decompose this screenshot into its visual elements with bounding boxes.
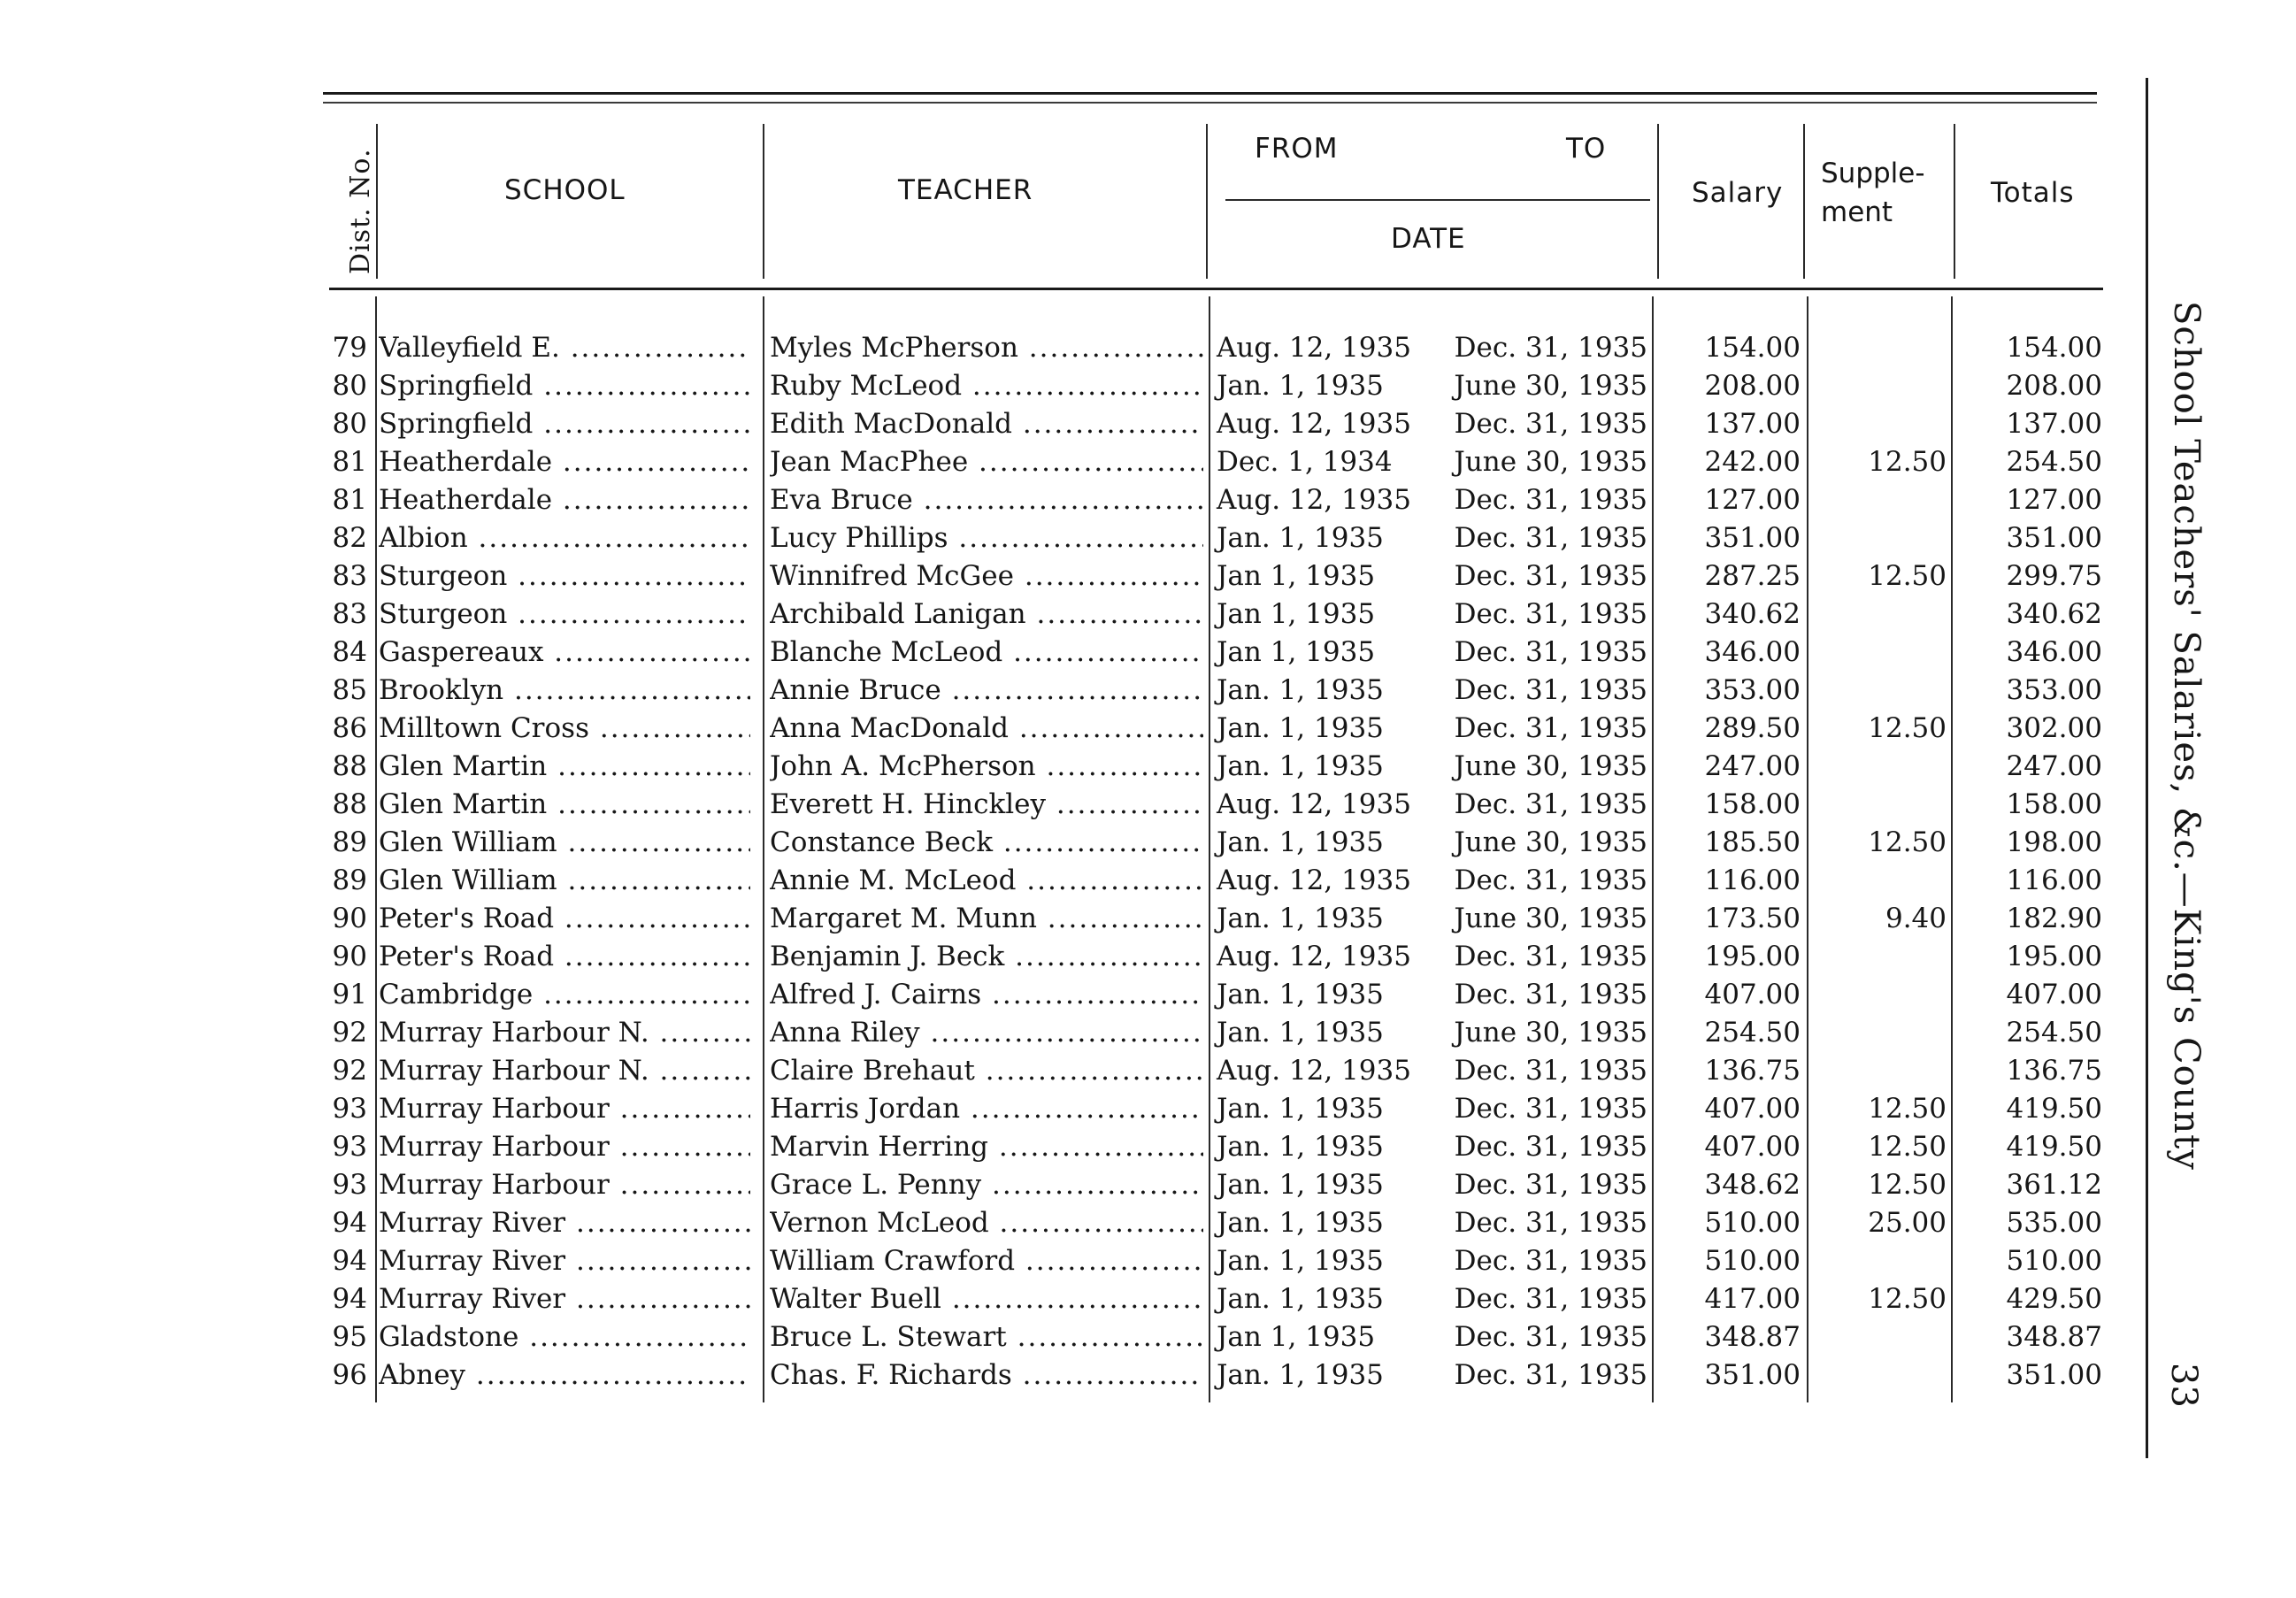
salary-cell: 353.00 <box>1704 674 1801 706</box>
total-cell: 361.12 <box>2006 1169 2102 1201</box>
salary-cell: 208.00 <box>1704 370 1801 402</box>
table-row <box>0 481 2296 519</box>
school-cell: Springfield ..... <box>379 367 750 405</box>
total-cell: 351.00 <box>2006 1359 2102 1391</box>
school-cell: Heatherdale ..... <box>379 443 750 481</box>
school-cell: Murray River ..... <box>379 1280 750 1318</box>
to-date-cell: Dec. 31, 1935 <box>1454 1359 1647 1391</box>
teacher-cell: Alfred J. Cairns ..... <box>770 976 1203 1014</box>
dist-no-cell: 93 <box>332 1093 367 1125</box>
margin-rule <box>2146 78 2148 1458</box>
from-date-cell: Jan. 1, 1935 <box>1217 712 1384 744</box>
salary-cell: 340.62 <box>1704 598 1801 630</box>
teacher-cell: Annie Bruce ..... <box>770 672 1203 710</box>
from-date-cell: Jan. 1, 1935 <box>1217 903 1384 934</box>
teacher-cell: Anna Riley ..... <box>770 1014 1203 1052</box>
from-date-cell: Jan. 1, 1935 <box>1217 826 1384 858</box>
teacher-cell: Grace L. Penny ..... <box>770 1166 1203 1204</box>
from-date-cell: Aug. 12, 1935 <box>1217 941 1411 972</box>
from-date-cell: Jan 1, 1935 <box>1217 636 1376 668</box>
running-title: School Teachers' Salaries, &c.—King's County <box>2166 301 2207 1171</box>
total-cell: 299.75 <box>2006 560 2102 592</box>
table-row <box>0 938 2296 976</box>
school-cell: Cambridge ..... <box>379 976 750 1014</box>
header-separator <box>1803 124 1805 279</box>
supplement-cell: 12.50 <box>1868 446 1947 478</box>
teacher-cell: Edith MacDonald ..... <box>770 405 1203 443</box>
table-row <box>0 1090 2296 1128</box>
header-from: FROM <box>1255 133 1339 165</box>
teacher-cell: Jean MacPhee ..... <box>770 443 1203 481</box>
dist-no-cell: 90 <box>332 941 367 972</box>
to-date-cell: June 30, 1935 <box>1454 1017 1647 1049</box>
to-date-cell: Dec. 31, 1935 <box>1454 1207 1647 1239</box>
to-date-cell: Dec. 31, 1935 <box>1454 674 1647 706</box>
to-date-cell: Dec. 31, 1935 <box>1454 408 1647 440</box>
teacher-cell: Everett H. Hinckley ..... <box>770 786 1203 824</box>
header-separator <box>1206 124 1208 279</box>
header-bottom-rule <box>329 288 2103 290</box>
total-cell: 351.00 <box>2006 522 2102 554</box>
salary-cell: 351.00 <box>1704 1359 1801 1391</box>
school-cell: Murray Harbour N. ..... <box>379 1052 750 1090</box>
teacher-cell: Anna MacDonald ..... <box>770 710 1203 748</box>
supplement-cell: 9.40 <box>1885 903 1947 934</box>
teacher-cell: Winnifred McGee ..... <box>770 557 1203 595</box>
salary-cell: 407.00 <box>1704 1093 1801 1125</box>
to-date-cell: Dec. 31, 1935 <box>1454 484 1647 516</box>
salary-cell: 136.75 <box>1704 1055 1801 1087</box>
to-date-cell: June 30, 1935 <box>1454 370 1647 402</box>
total-cell: 195.00 <box>2006 941 2102 972</box>
header-school: SCHOOL <box>504 174 626 206</box>
to-date-cell: Dec. 31, 1935 <box>1454 979 1647 1010</box>
from-date-cell: Dec. 1, 1934 <box>1217 446 1393 478</box>
total-cell: 208.00 <box>2006 370 2102 402</box>
salary-cell: 154.00 <box>1704 332 1801 364</box>
salary-cell: 289.50 <box>1704 712 1801 744</box>
to-date-cell: Dec. 31, 1935 <box>1454 1055 1647 1087</box>
school-cell: Abney ..... <box>379 1356 750 1394</box>
header-to: TO <box>1566 133 1607 165</box>
salary-cell: 510.00 <box>1704 1207 1801 1239</box>
school-cell: Glen William ..... <box>379 862 750 900</box>
to-date-cell: Dec. 31, 1935 <box>1454 1321 1647 1353</box>
supplement-cell: 12.50 <box>1868 826 1947 858</box>
dist-no-cell: 88 <box>332 788 367 820</box>
from-date-cell: Aug. 12, 1935 <box>1217 1055 1411 1087</box>
from-date-cell: Jan. 1, 1935 <box>1217 1017 1384 1049</box>
school-cell: Sturgeon ..... <box>379 595 750 634</box>
teacher-cell: Ruby McLeod ..... <box>770 367 1203 405</box>
to-date-cell: Dec. 31, 1935 <box>1454 1283 1647 1315</box>
teacher-cell: Constance Beck ..... <box>770 824 1203 862</box>
total-cell: 510.00 <box>2006 1245 2102 1277</box>
date-header-rule <box>1225 199 1650 201</box>
total-cell: 182.90 <box>2006 903 2102 934</box>
table-row <box>0 634 2296 672</box>
dist-no-cell: 93 <box>332 1131 367 1163</box>
total-cell: 353.00 <box>2006 674 2102 706</box>
from-date-cell: Jan. 1, 1935 <box>1217 979 1384 1010</box>
salary-cell: 417.00 <box>1704 1283 1801 1315</box>
from-date-cell: Jan. 1, 1935 <box>1217 750 1384 782</box>
salary-cell: 242.00 <box>1704 446 1801 478</box>
table-row <box>0 710 2296 748</box>
dist-no-cell: 92 <box>332 1017 367 1049</box>
teacher-cell: Blanche McLeod ..... <box>770 634 1203 672</box>
teacher-cell: Harris Jordan ..... <box>770 1090 1203 1128</box>
dist-no-cell: 90 <box>332 903 367 934</box>
salary-cell: 158.00 <box>1704 788 1801 820</box>
page-number: 33 <box>2163 1363 2204 1408</box>
school-cell: Murray Harbour N. ..... <box>379 1014 750 1052</box>
from-date-cell: Jan. 1, 1935 <box>1217 674 1384 706</box>
from-date-cell: Aug. 12, 1935 <box>1217 332 1411 364</box>
total-cell: 340.62 <box>2006 598 2102 630</box>
to-date-cell: Dec. 31, 1935 <box>1454 636 1647 668</box>
top-rule-secondary <box>323 102 2097 104</box>
from-date-cell: Jan. 1, 1935 <box>1217 370 1384 402</box>
salary-cell: 185.50 <box>1704 826 1801 858</box>
from-date-cell: Jan 1, 1935 <box>1217 1321 1376 1353</box>
dist-no-cell: 79 <box>332 332 367 364</box>
header-separator <box>376 124 378 279</box>
table-row <box>0 557 2296 595</box>
salary-cell: 173.50 <box>1704 903 1801 934</box>
dist-no-cell: 94 <box>332 1245 367 1277</box>
school-cell: Gaspereaux ..... <box>379 634 750 672</box>
from-date-cell: Jan. 1, 1935 <box>1217 1359 1384 1391</box>
dist-no-cell: 91 <box>332 979 367 1010</box>
salary-cell: 510.00 <box>1704 1245 1801 1277</box>
table-row <box>0 1204 2296 1242</box>
header-salary: Salary <box>1692 177 1784 209</box>
from-date-cell: Jan. 1, 1935 <box>1217 1131 1384 1163</box>
total-cell: 419.50 <box>2006 1093 2102 1125</box>
supplement-cell: 12.50 <box>1868 1093 1947 1125</box>
supplement-cell: 12.50 <box>1868 560 1947 592</box>
to-date-cell: Dec. 31, 1935 <box>1454 1131 1647 1163</box>
total-cell: 535.00 <box>2006 1207 2102 1239</box>
salary-cell: 247.00 <box>1704 750 1801 782</box>
salary-cell: 351.00 <box>1704 522 1801 554</box>
to-date-cell: Dec. 31, 1935 <box>1454 864 1647 896</box>
total-cell: 346.00 <box>2006 636 2102 668</box>
from-date-cell: Jan. 1, 1935 <box>1217 522 1384 554</box>
header-separator <box>763 124 764 279</box>
dist-no-cell: 94 <box>332 1283 367 1315</box>
table-row <box>0 1356 2296 1394</box>
table-row <box>0 862 2296 900</box>
dist-no-cell: 94 <box>332 1207 367 1239</box>
school-cell: Murray Harbour ..... <box>379 1166 750 1204</box>
table-row <box>0 595 2296 634</box>
school-cell: Murray River ..... <box>379 1242 750 1280</box>
total-cell: 136.75 <box>2006 1055 2102 1087</box>
table-row <box>0 824 2296 862</box>
table-row <box>0 672 2296 710</box>
from-date-cell: Jan 1, 1935 <box>1217 560 1376 592</box>
school-cell: Heatherdale ..... <box>379 481 750 519</box>
from-date-cell: Aug. 12, 1935 <box>1217 484 1411 516</box>
teacher-cell: Claire Brehaut ..... <box>770 1052 1203 1090</box>
school-cell: Murray River ..... <box>379 1204 750 1242</box>
total-cell: 198.00 <box>2006 826 2102 858</box>
dist-no-cell: 86 <box>332 712 367 744</box>
total-cell: 247.00 <box>2006 750 2102 782</box>
supplement-cell: 25.00 <box>1868 1207 1947 1239</box>
table-row <box>0 1052 2296 1090</box>
school-cell: Peter's Road ..... <box>379 900 750 938</box>
header-totals: Totals <box>1991 177 2075 209</box>
teacher-cell: Bruce L. Stewart ..... <box>770 1318 1203 1356</box>
to-date-cell: Dec. 31, 1935 <box>1454 560 1647 592</box>
salary-cell: 287.25 <box>1704 560 1801 592</box>
top-rule <box>323 92 2097 95</box>
salary-cell: 127.00 <box>1704 484 1801 516</box>
salary-cell: 348.87 <box>1704 1321 1801 1353</box>
teacher-cell: Myles McPherson ..... <box>770 329 1203 367</box>
dist-no-cell: 95 <box>332 1321 367 1353</box>
school-cell: Glen Martin ..... <box>379 748 750 786</box>
dist-no-cell: 83 <box>332 598 367 630</box>
table-row <box>0 786 2296 824</box>
teacher-cell: Chas. F. Richards ..... <box>770 1356 1203 1394</box>
header-teacher: TEACHER <box>898 174 1033 206</box>
total-cell: 116.00 <box>2006 864 2102 896</box>
total-cell: 407.00 <box>2006 979 2102 1010</box>
table-row <box>0 1128 2296 1166</box>
teacher-cell: Benjamin J. Beck ..... <box>770 938 1203 976</box>
to-date-cell: June 30, 1935 <box>1454 903 1647 934</box>
school-cell: Glen Martin ..... <box>379 786 750 824</box>
table-row <box>0 900 2296 938</box>
total-cell: 254.50 <box>2006 446 2102 478</box>
table-row <box>0 748 2296 786</box>
from-date-cell: Aug. 12, 1935 <box>1217 788 1411 820</box>
school-cell: Glen William ..... <box>379 824 750 862</box>
school-cell: Brooklyn ..... <box>379 672 750 710</box>
to-date-cell: Dec. 31, 1935 <box>1454 598 1647 630</box>
dist-no-cell: 84 <box>332 636 367 668</box>
to-date-cell: Dec. 31, 1935 <box>1454 332 1647 364</box>
teacher-cell: Vernon McLeod ..... <box>770 1204 1203 1242</box>
school-cell: Murray Harbour ..... <box>379 1128 750 1166</box>
salary-cell: 116.00 <box>1704 864 1801 896</box>
table-row <box>0 1242 2296 1280</box>
dist-no-cell: 92 <box>332 1055 367 1087</box>
salary-cell: 137.00 <box>1704 408 1801 440</box>
dist-no-cell: 80 <box>332 370 367 402</box>
dist-no-cell: 96 <box>332 1359 367 1391</box>
to-date-cell: June 30, 1935 <box>1454 750 1647 782</box>
to-date-cell: June 30, 1935 <box>1454 826 1647 858</box>
table-row <box>0 1280 2296 1318</box>
teacher-cell: Walter Buell ..... <box>770 1280 1203 1318</box>
to-date-cell: Dec. 31, 1935 <box>1454 1093 1647 1125</box>
header-supplement-line2: ment <box>1821 196 1893 228</box>
dist-no-cell: 81 <box>332 484 367 516</box>
teacher-cell: Eva Bruce ..... <box>770 481 1203 519</box>
teacher-cell: Lucy Phillips ..... <box>770 519 1203 557</box>
header-supplement <box>1821 154 1925 232</box>
header-supplement-line1: Supple- <box>1821 157 1925 189</box>
dist-no-cell: 81 <box>332 446 367 478</box>
school-cell: Valleyfield E. ..... <box>379 329 750 367</box>
from-date-cell: Jan. 1, 1935 <box>1217 1169 1384 1201</box>
teacher-cell: William Crawford ..... <box>770 1242 1203 1280</box>
to-date-cell: Dec. 31, 1935 <box>1454 941 1647 972</box>
total-cell: 158.00 <box>2006 788 2102 820</box>
teacher-cell: Margaret M. Munn ..... <box>770 900 1203 938</box>
salary-cell: 407.00 <box>1704 1131 1801 1163</box>
salary-table-body <box>0 329 2296 1394</box>
salary-cell: 407.00 <box>1704 979 1801 1010</box>
salary-cell: 348.62 <box>1704 1169 1801 1201</box>
header-separator <box>1954 124 1955 279</box>
to-date-cell: Dec. 31, 1935 <box>1454 1169 1647 1201</box>
dist-no-cell: 83 <box>332 560 367 592</box>
table-row <box>0 1318 2296 1356</box>
supplement-cell: 12.50 <box>1868 1131 1947 1163</box>
from-date-cell: Jan 1, 1935 <box>1217 598 1376 630</box>
from-date-cell: Jan. 1, 1935 <box>1217 1093 1384 1125</box>
to-date-cell: Dec. 31, 1935 <box>1454 712 1647 744</box>
supplement-cell: 12.50 <box>1868 712 1947 744</box>
table-row <box>0 976 2296 1014</box>
teacher-cell: Marvin Herring ..... <box>770 1128 1203 1166</box>
school-cell: Albion ..... <box>379 519 750 557</box>
table-row <box>0 329 2296 367</box>
from-date-cell: Jan. 1, 1935 <box>1217 1207 1384 1239</box>
header-date: DATE <box>1391 223 1466 255</box>
dist-no-cell: 85 <box>332 674 367 706</box>
to-date-cell: Dec. 31, 1935 <box>1454 788 1647 820</box>
school-cell: Peter's Road ..... <box>379 938 750 976</box>
teacher-cell: John A. McPherson ..... <box>770 748 1203 786</box>
school-cell: Gladstone ..... <box>379 1318 750 1356</box>
salary-cell: 254.50 <box>1704 1017 1801 1049</box>
dist-no-cell: 93 <box>332 1169 367 1201</box>
supplement-cell: 12.50 <box>1868 1283 1947 1315</box>
total-cell: 302.00 <box>2006 712 2102 744</box>
from-date-cell: Jan. 1, 1935 <box>1217 1283 1384 1315</box>
dist-no-cell: 82 <box>332 522 367 554</box>
total-cell: 137.00 <box>2006 408 2102 440</box>
dist-no-cell: 80 <box>332 408 367 440</box>
to-date-cell: Dec. 31, 1935 <box>1454 522 1647 554</box>
school-cell: Milltown Cross ..... <box>379 710 750 748</box>
dist-no-cell: 88 <box>332 750 367 782</box>
total-cell: 429.50 <box>2006 1283 2102 1315</box>
to-date-cell: Dec. 31, 1935 <box>1454 1245 1647 1277</box>
dist-no-cell: 89 <box>332 864 367 896</box>
table-row <box>0 367 2296 405</box>
salary-cell: 195.00 <box>1704 941 1801 972</box>
teacher-cell: Archibald Lanigan ..... <box>770 595 1203 634</box>
table-row <box>0 1166 2296 1204</box>
total-cell: 419.50 <box>2006 1131 2102 1163</box>
from-date-cell: Jan. 1, 1935 <box>1217 1245 1384 1277</box>
to-date-cell: June 30, 1935 <box>1454 446 1647 478</box>
salary-cell: 346.00 <box>1704 636 1801 668</box>
header-separator <box>1657 124 1659 279</box>
school-cell: Murray Harbour ..... <box>379 1090 750 1128</box>
table-row <box>0 405 2296 443</box>
table-row <box>0 443 2296 481</box>
total-cell: 154.00 <box>2006 332 2102 364</box>
dist-no-cell: 89 <box>332 826 367 858</box>
from-date-cell: Aug. 12, 1935 <box>1217 864 1411 896</box>
school-cell: Sturgeon ..... <box>379 557 750 595</box>
table-row <box>0 519 2296 557</box>
supplement-cell: 12.50 <box>1868 1169 1947 1201</box>
table-row <box>0 1014 2296 1052</box>
total-cell: 348.87 <box>2006 1321 2102 1353</box>
teacher-cell: Annie M. McLeod ..... <box>770 862 1203 900</box>
school-cell: Springfield ..... <box>379 405 750 443</box>
total-cell: 254.50 <box>2006 1017 2102 1049</box>
header-dist-no: Dist. No. <box>345 148 376 274</box>
from-date-cell: Aug. 12, 1935 <box>1217 408 1411 440</box>
total-cell: 127.00 <box>2006 484 2102 516</box>
